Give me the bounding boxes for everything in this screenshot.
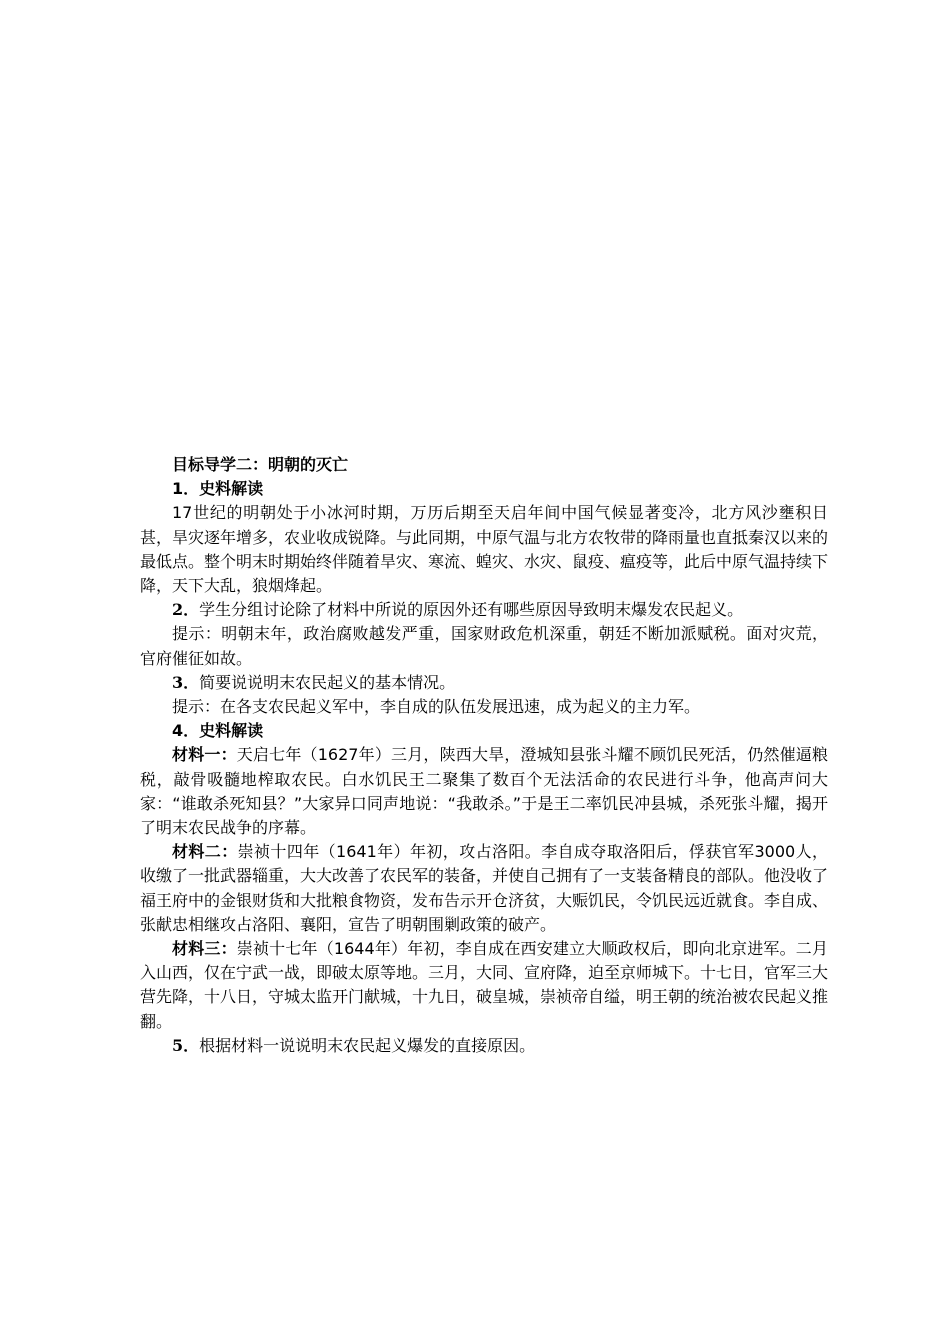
item-1-text: 17世纪的明朝处于小冰河时期，万历后期至天启年间中国气候显著变冷，北方风沙壅积日甚，旱灾逐年增多，农业收成锐降。与此同期，中原气温与北方农牧带的降雨量也直抵秦汉以来的最低点。整个明末时期始终伴随着旱灾、寒流、蝗灾、水灾、鼠疫、瘟疫等，此后中原气温持续下降，天下大乱，狼烟烽起。 bbox=[140, 503, 829, 596]
item-5-question bbox=[140, 1034, 828, 1058]
hint-3 bbox=[140, 695, 828, 719]
item-5-number: 5． bbox=[172, 1035, 200, 1055]
hint-2-label: 提示： bbox=[172, 624, 222, 644]
section-title: 目标导学二：明朝的灭亡 bbox=[172, 455, 349, 474]
item-2-text: 学生分组讨论除了材料中所说的原因外还有哪些原因导致明末爆发农民起义。 bbox=[199, 600, 744, 620]
material-1-text: 天启七年（1627年）三月，陕西大旱，澄城知县张斗耀不顾饥民死活，仍然催逼粮税，敲骨吸髓地榨取农民。白水饥民王二聚集了数百个无法活命的农民进行斗争，他高声问大家：“谁敢杀死知县？”大家异口同声地说：“我敢杀。”于是王二率饥民冲县城，杀死张斗耀，揭开了明末农民战争的序幕。 bbox=[140, 745, 828, 838]
material-1-label: 材料一： bbox=[172, 745, 237, 765]
item-4-number: 4． bbox=[172, 721, 200, 741]
material-3 bbox=[140, 937, 828, 1034]
hint-3-text: 在各支农民起义军中，李自成的队伍发展迅速，成为起义的主力军。 bbox=[220, 697, 701, 717]
item-4-label: 史料解读 bbox=[199, 721, 264, 741]
document-body bbox=[140, 453, 828, 1058]
item-4-heading bbox=[140, 719, 828, 743]
item-1-heading bbox=[140, 477, 828, 501]
material-3-label: 材料三： bbox=[172, 939, 237, 959]
material-1 bbox=[140, 743, 828, 840]
item-1-label: 史料解读 bbox=[199, 479, 264, 499]
material-2 bbox=[140, 840, 828, 937]
item-2-question bbox=[140, 598, 828, 622]
material-3-text: 崇祯十七年（1644年）年初，李自成在西安建立大顺政权后，即向北京进军。二月入山西，仅在宁武一战，即破太原等地。三月，大同、宣府降，迫至京师城下。十七日，官军三大营先降，十八日，守城太监开门献城，十九日，破皇城，崇祯帝自缢，明王朝的统治被农民起义推翻。 bbox=[140, 939, 829, 1031]
item-3-text: 简要说说明末农民起义的基本情况。 bbox=[199, 672, 456, 692]
item-3-number: 3． bbox=[172, 672, 200, 692]
hint-2 bbox=[140, 622, 828, 670]
hint-3-label: 提示： bbox=[172, 697, 221, 717]
item-3-question bbox=[140, 671, 828, 695]
material-2-text: 崇祯十四年（1641年）年初，攻占洛阳。李自成夺取洛阳后，俘获官军3000人，收缴了一批武器辎重，大大改善了农民军的装备，并使自己拥有了一支装备精良的部队。他没收了福王府中的金银财货和大批粮食物资，发布告示开仓济贫，大赈饥民，令饥民远近就食。李自成、张献忠相继攻占洛阳、襄阳，宣告了明朝围剿政策的破产。 bbox=[140, 842, 829, 934]
item-2-number: 2． bbox=[172, 600, 200, 620]
hint-2-text: 明朝末年，政治腐败越发严重，国家财政危机深重，朝廷不断加派赋税。面对灾荒，官府催征如故。 bbox=[140, 624, 828, 668]
item-1-number: 1． bbox=[172, 479, 200, 499]
item-5-text: 根据材料一说说明末农民起义爆发的直接原因。 bbox=[199, 1035, 536, 1055]
material-2-label: 材料二： bbox=[172, 842, 238, 862]
